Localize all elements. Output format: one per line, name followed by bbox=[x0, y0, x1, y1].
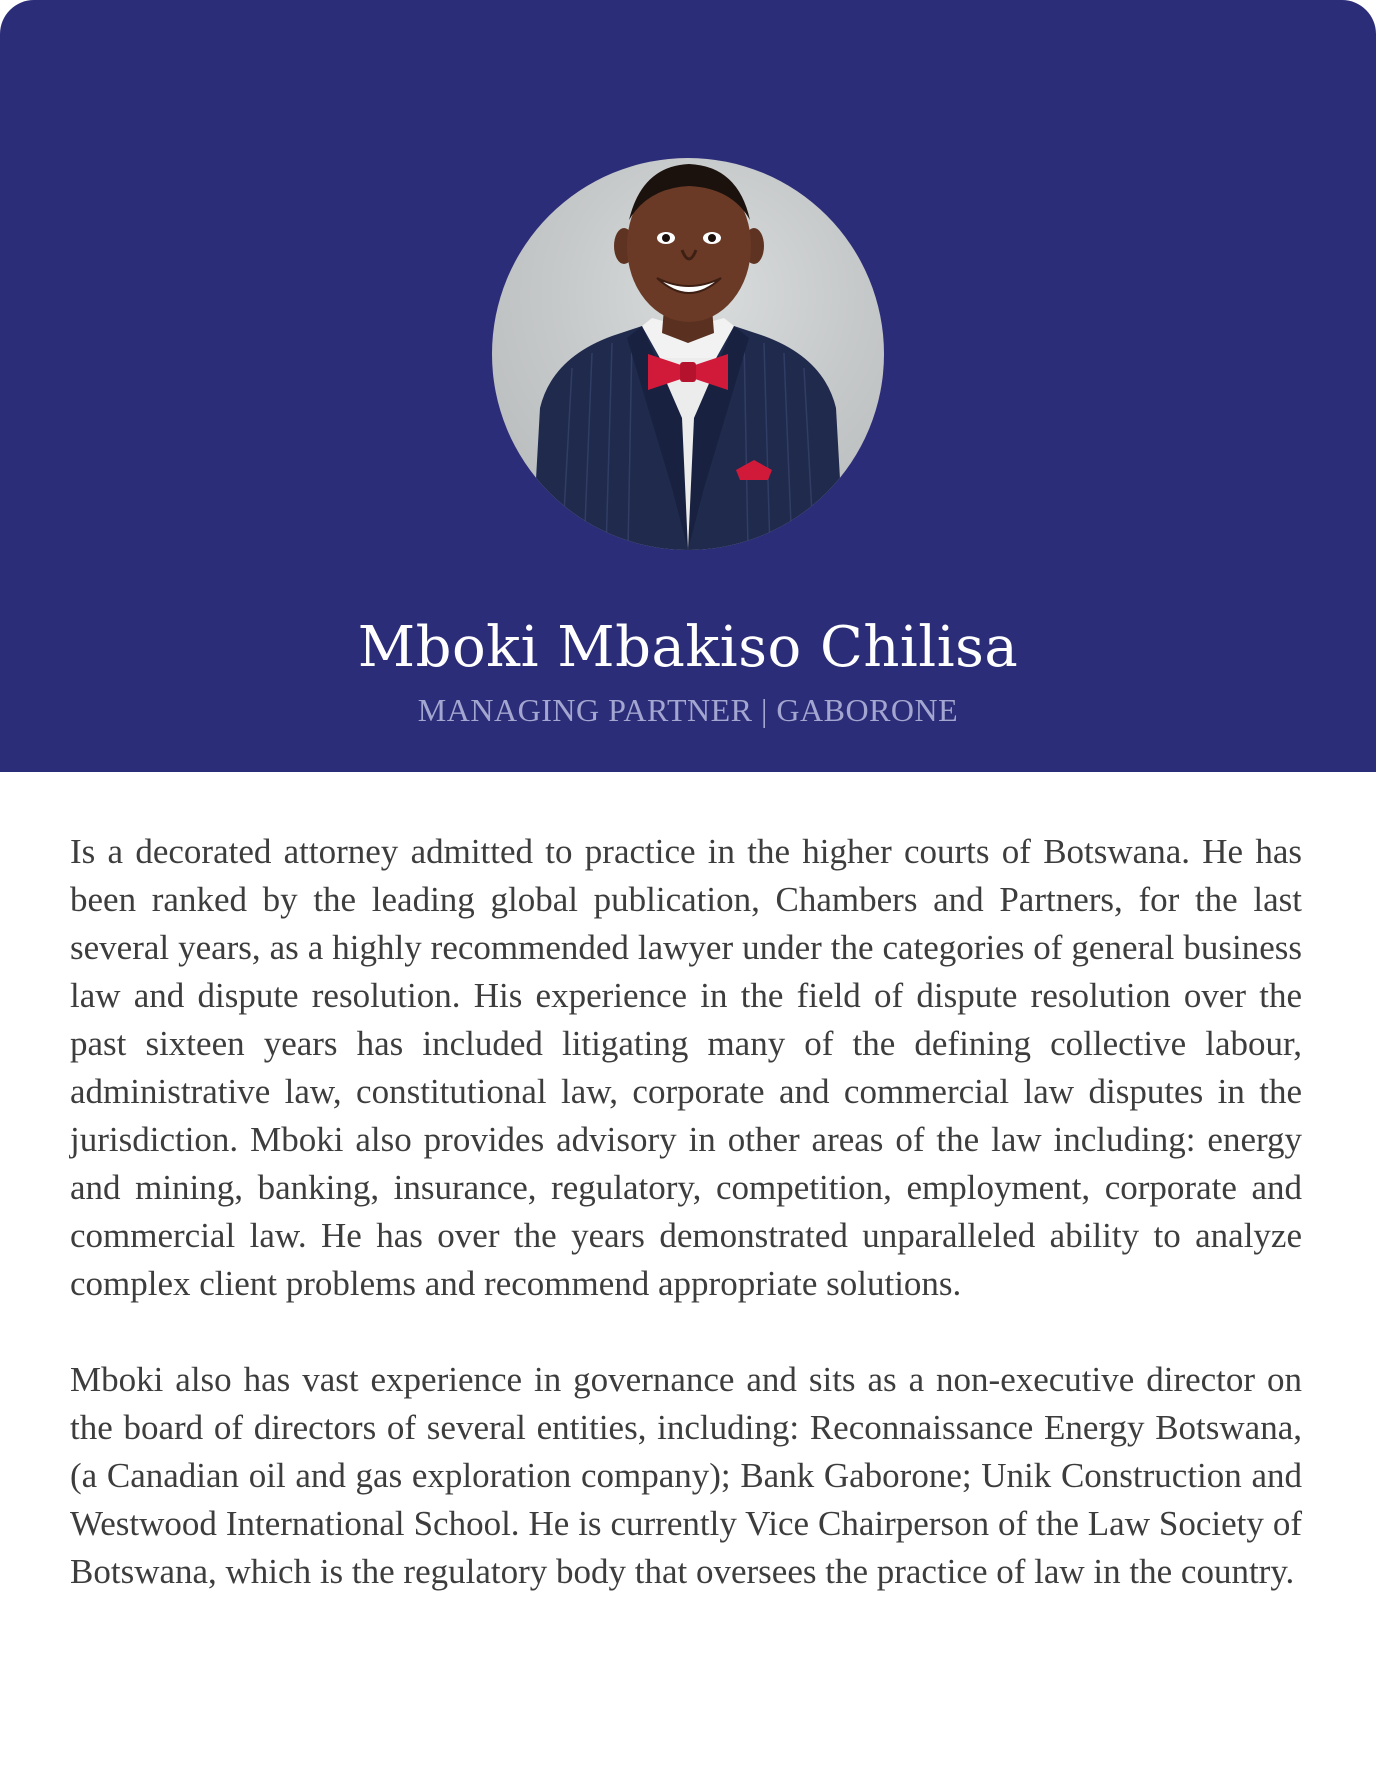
profile-role: MANAGING PARTNER | GABORONE bbox=[417, 692, 959, 728]
profile-name: Mboki Mbakiso Chilisa bbox=[357, 615, 1019, 680]
profile-bio bbox=[70, 828, 1302, 1596]
profile-photo bbox=[492, 158, 884, 550]
profile-header bbox=[0, 0, 1376, 772]
bio-paragraph: Is a decorated attorney admitted to practice in the higher courts of Botswana. He has been ranked by the leading global publication, Chambers and Partners, for the last several years, as a highly recommended lawyer under the categories of general business law and dispute resolution. His experience in the field of dispute resolution over the past sixteen years has included litigating many of the defining collective labour, administrative law, constitutional law, corporate and commercial law disputes in the jurisdiction. Mboki also provides advisory in other areas of the law including: energy and mining, banking, insurance, regulatory, competition, employment, corporate and commercial law. He has over the years demonstrated unparalleled ability to analyze complex client problems and recommend appropriate solutions. bbox=[70, 832, 1302, 1303]
bio-paragraph: Mboki also has vast experience in governance and sits as a non-executive director on the board of directors of several entities, including: Reconnaissance Energy Botswana, (a Canadian oil and gas exploration company); Bank Gaborone; Unik Construction and Westwood International School. He is currently Vice Chairperson of the Law Society of Botswana, which is the regulatory body that oversees the practice of law in the country. bbox=[70, 1360, 1302, 1591]
